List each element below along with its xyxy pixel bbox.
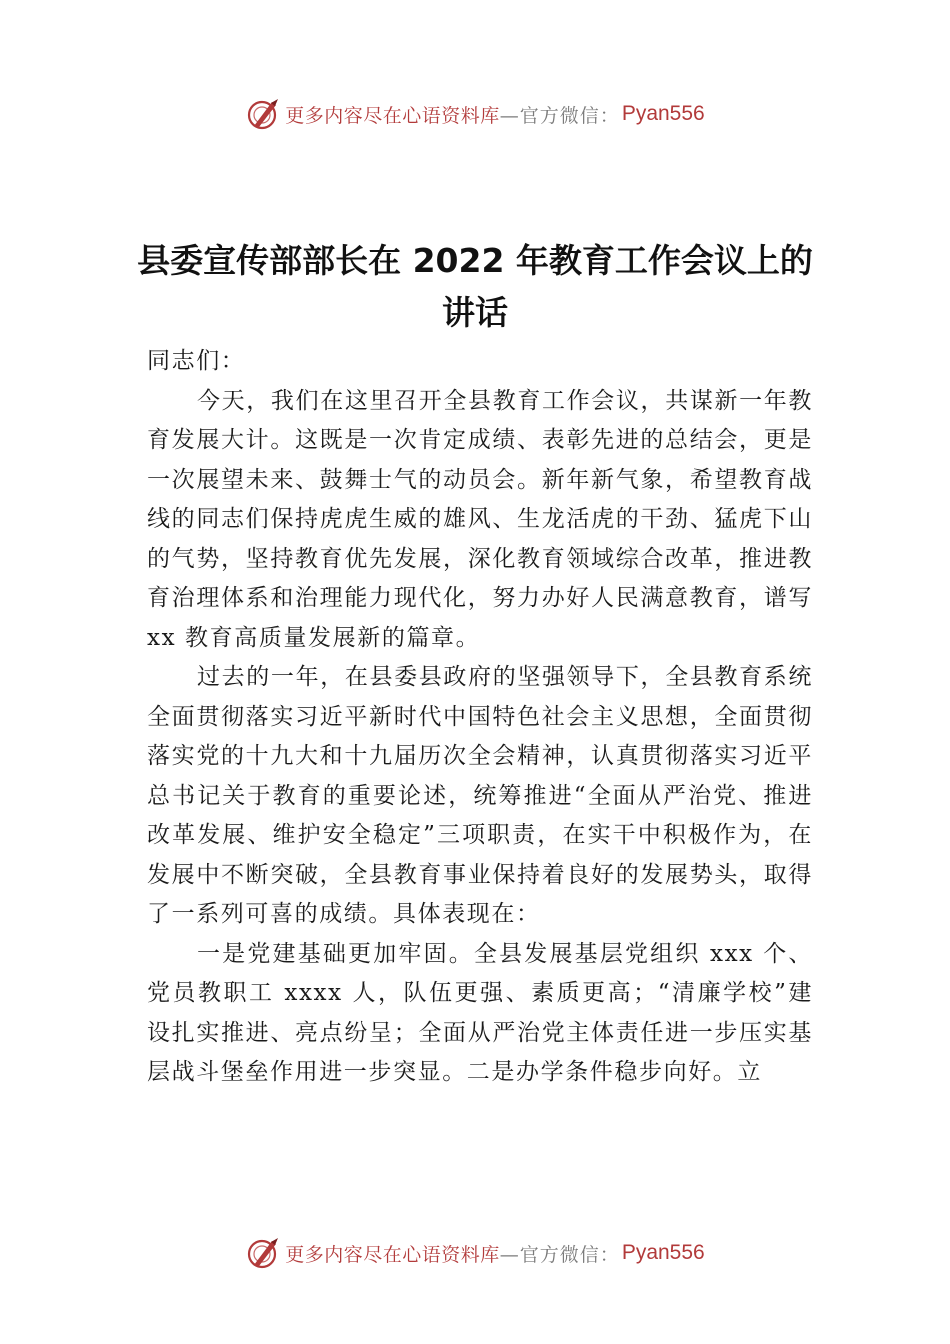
- footer-separator-text: —官方微信：: [499, 1243, 620, 1266]
- document-title: 县委宣传部部长在 2022 年教育工作会议上的讲话: [137, 241, 813, 333]
- header-watermark-banner: [0, 94, 950, 134]
- header-separator-text: —官方微信：: [499, 104, 620, 127]
- salutation: 同志们：: [147, 348, 246, 374]
- body-paragraph: 今天，我们在这里召开全县教育工作会议，共谋新一年教育发展大计。这既是一次肯定成绩、表彰先进的总结会，更是一次展望未来、鼓舞士气的动员会。新年新气象，希望教育战线的同志们保持虎虎生威的雄风、生龙活虎的干劲、猛虎下山的气势，坚持教育优先发展，深化教育领域综合改革，推进教育治理体系和治理能力现代化，努力办好人民满意教育，谱写 xx 教育高质量发展新的篇章。: [147, 387, 813, 651]
- document-body: [147, 342, 813, 1093]
- header-site-text: 更多内容尽在心语资料库: [285, 104, 500, 127]
- quill-seal-logo-icon: [245, 1235, 281, 1271]
- header-wechat-id: Pyan556: [621, 102, 705, 125]
- quill-seal-logo-icon: [245, 96, 281, 132]
- body-paragraph: 一是党建基础更加牢固。全县发展基层党组织 xxx 个、党员教职工 xxxx 人，队伍更强、素质更高；“清廉学校”建设扎实推进、亮点纷呈；全面从严治党主体责任进一步压实基层战斗堡垒作用进一步突显。二是办学条件稳步向好。立: [147, 940, 813, 1085]
- footer-watermark-banner: [0, 1233, 950, 1273]
- body-paragraph: 过去的一年，在县委县政府的坚强领导下，全县教育系统全面贯彻落实习近平新时代中国特色社会主义思想，全面贯彻落实党的十九大和十九届历次全会精神，认真贯彻落实习近平总书记关于教育的重要论述，统筹推进“全面从严治党、推进改革发展、维护安全稳定”三项职责，在实干中积极作为，在发展中不断突破，全县教育事业保持着良好的发展势头，取得了一系列可喜的成绩。具体表现在：: [147, 664, 813, 927]
- footer-wechat-id: Pyan556: [621, 1241, 705, 1264]
- footer-site-text: 更多内容尽在心语资料库: [285, 1243, 500, 1266]
